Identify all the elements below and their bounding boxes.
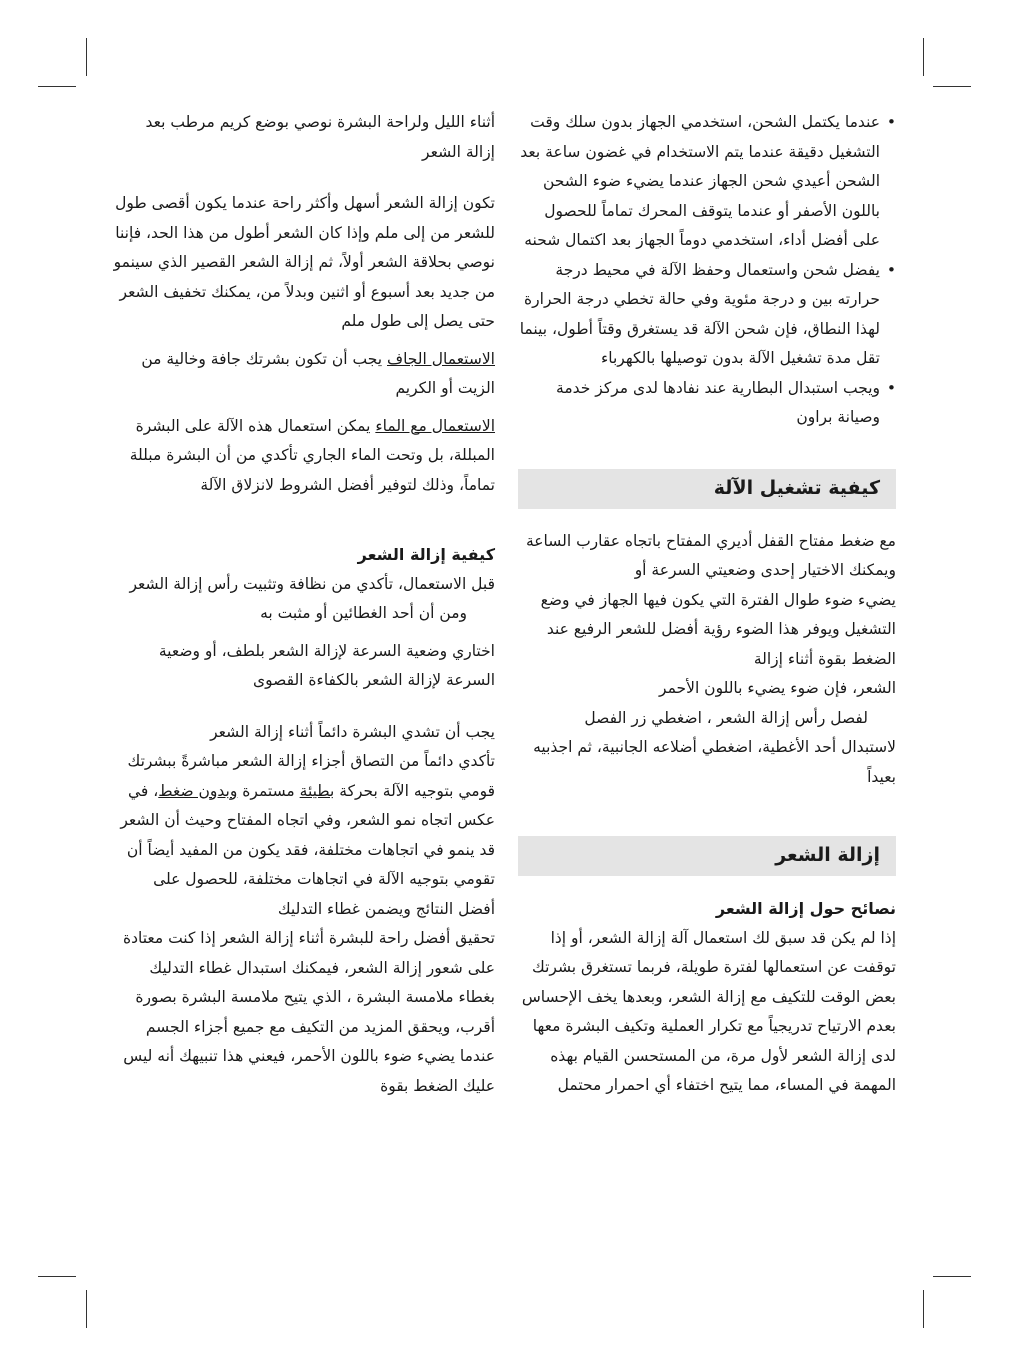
charging-bullets — [518, 108, 896, 433]
wet-use — [112, 412, 495, 501]
tips-p2: لدى إزالة الشعر لأول مرة، من المستحسن القيام بهذه المهمة في المساء، مما يتيح اختفاء أي احمرار محتمل — [550, 1046, 896, 1094]
length-tip: تكون إزالة الشعر أسهل وأكثر راحة عندما يكون أقصى طول للشعر من إلى ملم وإذا كان الشعر أطول من هذا الحد، فإننا نوصي بحلاقة الشعر أولاً، ثم إزالة الشعر القصير الذي سينمو من جديد بعد أسبوع أو اثنين وبدلاً من، يمكنك تخفيف الشعر حتى يصل إلى طول ملم — [113, 194, 495, 330]
operation-p4: لفصل رأس إزالة الشعر ، اضغطي زر الفصل — [584, 708, 868, 727]
technique-slow: بطيئة — [299, 781, 335, 800]
wet-use-text: يمكن استعمال هذه الآلة على البشرة المبللة، بل وتحت الماء الجاري تأكدي من أن البشرة مبللة تماماً، وذلك لتوفير أفضل الشروط لانزلاق الآلة — [129, 416, 495, 494]
technique-p2 — [112, 747, 495, 924]
operation-p3: الشعر، فإن ضوء يضيء باللون الأحمر — [659, 679, 896, 697]
night-tip: أثناء الليل ولراحة البشرة نوصي بوضع كريم مرطب بعد إزالة الشعر — [145, 113, 495, 161]
bullet-temperature: • يفضل شحن واستعمال وحفظ الآلة في محيط درجة حرارته بين و درجة مئوية وفي حالة تخطي درجة الحرارة لهذا النطاق، فإن شحن الآلة قد يستغرق وقتاً أطول، بينما تقل مدة تشغيل الآلة بدون توصيلها بالكهرباء — [518, 256, 896, 374]
left-column — [112, 108, 495, 1101]
tips-p1: إذا لم يكن قد سبق لك استعمال آلة إزالة الشعر، أو إذا توقفت عن استعمالها لفترة طويلة، فربما تستغرق بشرتك بعض الوقت للتكيف مع إزالة الشعر، وبعدها يخف الإحساس بعدم الارتياح تدريجياً مع تكرار العملية وتكيف البشرة معها — [521, 928, 896, 1035]
crop-mark — [86, 38, 87, 76]
operation-heading: كيفية تشغيل الآلة — [518, 469, 896, 509]
operation-p2: يضيء ضوء طوال الفترة التي يكون فيها الجهاز في وضع التشغيل ويوفر هذا الضوء رؤية أفضل للشعر الرفيع عند الضغط بقوة أثناء إزالة — [540, 590, 896, 668]
dry-use — [112, 345, 495, 404]
crop-mark — [923, 38, 924, 76]
bullet-battery: • ويجب استبدال البطارية عند نفادها لدى مركز خدمة وصيانة براون — [518, 374, 896, 433]
tips-title: نصائح حول إزالة الشعر — [715, 899, 896, 918]
technique-text-b: مستمرة — [237, 781, 300, 800]
right-column — [518, 108, 896, 1101]
pressure-light-text: عندما يضيء ضوء باللون الأحمر، فيعني هذا تنبيهك أنه ليس عليك الضغط بقوة — [123, 1047, 495, 1095]
howto-title: كيفية إزالة الشعر — [357, 545, 495, 564]
crop-mark — [38, 1276, 76, 1277]
technique-text-c: ، في عكس اتجاه نمو الشعر، وفي اتجاه المفتاح وحيث أن الشعر قد ينمو في اتجاهات مختلفة، فقد يكون من المفيد أيضاً أن تقومي بتوجيه الآلة في اتجاهات مختلفة، للحصول على أفضل النتائج ويضمن غطاء التدليك — [120, 781, 495, 918]
dry-use-label: الاستعمال الجاف — [387, 349, 495, 368]
technique-no-pressure: وبدون ضغط — [158, 781, 238, 800]
epilation-heading: إزالة الشعر — [518, 836, 896, 876]
technique-p1: يجب أن تشدي البشرة دائماً أثناء إزالة الشعر — [210, 722, 495, 741]
operation-p1: مع ضغط مفتاح القفل أديري المفتاح باتجاه عقارب الساعة ويمكنك الاختيار إحدى وضعيتي السرعة أو — [526, 531, 896, 579]
howto-p2: اختاري وضعية السرعة لإزالة الشعر بلطف، أو وضعية السرعة لإزالة الشعر بالكفاءة القصوى — [158, 641, 495, 689]
crop-mark — [933, 1276, 971, 1277]
howto-p1: قبل الاستعمال، تأكدي من نظافة وتثبيت رأس إزالة الشعر — [129, 574, 495, 593]
crop-mark — [923, 1290, 924, 1328]
crop-mark — [38, 86, 76, 87]
crop-mark — [86, 1290, 87, 1328]
crop-mark — [933, 86, 971, 87]
technique-text-a: تأكدي دائماً من التصاق أجزاء إزالة الشعر مباشرةً ببشرتك قومي بتوجيه الآلة بحركة — [127, 752, 495, 800]
wet-use-label: الاستعمال مع الماء — [375, 416, 495, 435]
massage-cap-text: تحقيق أفضل راحة للبشرة أثناء إزالة الشعر إذا كنت معتادة على شعور إزالة الشعر، فيمكنك استبدال غطاء التدليك بغطاء ملامسة البشرة ، الذي يتيح ملامسة البشرة بصورة أقرب، ويحقق المزيد من التكيف مع جميع أجزاء الجسم — [122, 929, 495, 1036]
bullet-charging: • عندما يكتمل الشحن، استخدمي الجهاز بدون سلك وقت التشغيل دقيقة عندما يتم الاستخدام في غضون ساعة بعد الشحن أعيدي شحن الجهاز عندما يضيء ضوء الشحن باللون الأصفر أو عندما يتوقف المحرك تماماً للحصول على أفضل أداء، استخدمي دوماً الجهاز بعد اكتمال شحنه — [518, 108, 896, 256]
dry-use-text: يجب أن تكون بشرتك جافة وخالية من الزيت أو الكريم — [141, 349, 495, 397]
operation-p5: لاستبدال أحد الأغطية، اضغطي أضلاعه الجانبية، ثم اجذبيه بعيداً — [533, 738, 896, 786]
howto-p1b: ومن أن أحد الغطائين أو مثبت به — [260, 604, 467, 622]
